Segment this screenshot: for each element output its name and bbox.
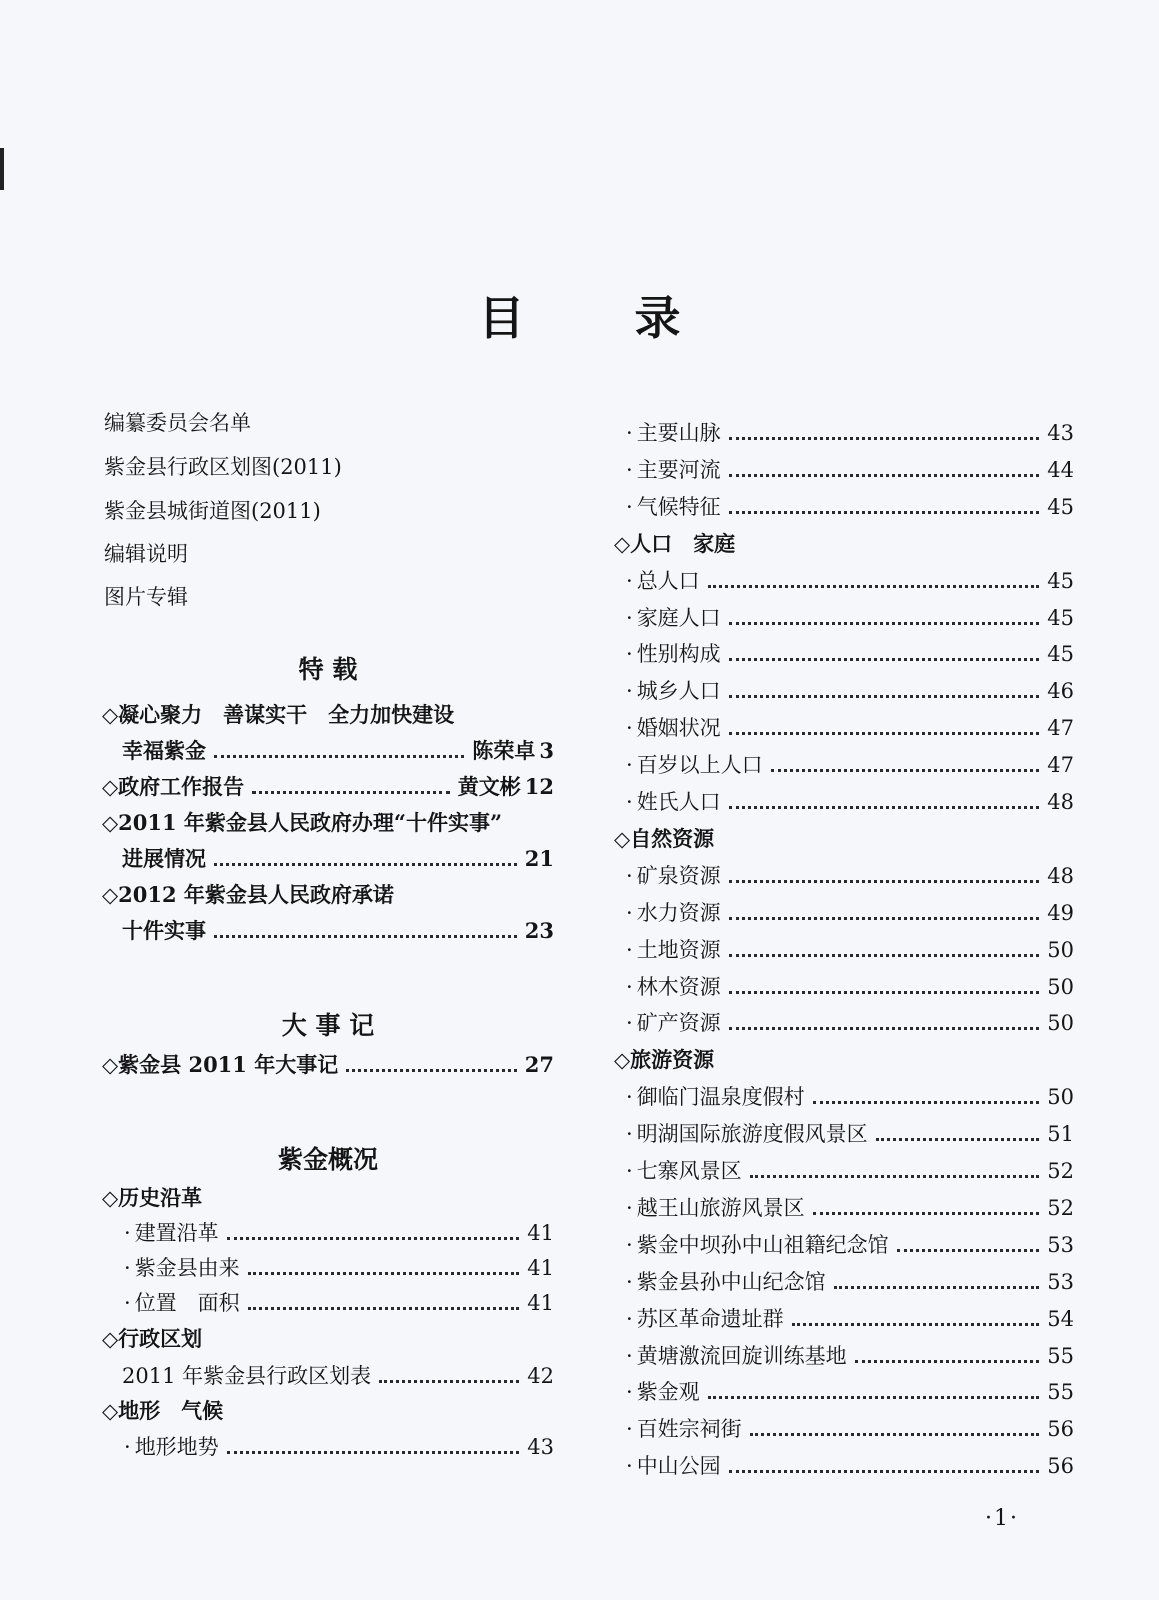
toc-entry: [626, 637, 1074, 671]
toc-entry: [626, 601, 1074, 635]
toc-entry-title: · 矿产资源: [626, 1006, 721, 1040]
toc-entry: [626, 1228, 1074, 1262]
toc-page-number: 56: [1047, 1454, 1074, 1478]
dot-leader: [252, 787, 450, 794]
dot-leader: [813, 1097, 1040, 1104]
toc-section-title: ◇2012 年紫金县人民政府承诺: [102, 882, 394, 907]
dot-leader: [729, 691, 1040, 698]
toc-page-number: 45: [1047, 606, 1074, 630]
toc-page-number: 50: [1047, 1085, 1074, 1109]
toc-entry-title: · 姓氏人口: [626, 785, 721, 819]
toc-page-number: 48: [1047, 790, 1074, 814]
toc-page-number: 56: [1047, 1417, 1074, 1441]
toc-entry: [626, 896, 1074, 930]
toc-entry-title: · 土地资源: [626, 933, 721, 967]
toc-page-number: 49: [1047, 901, 1074, 925]
toc-entry-title: · 紫金观: [626, 1375, 700, 1409]
toc-section-title: ◇紫金县 2011 年大事记: [102, 1052, 339, 1077]
toc-page-number: 45: [1047, 642, 1074, 666]
toc-page-number: 43: [527, 1435, 554, 1459]
toc-entry: [626, 1449, 1074, 1483]
toc-entry-title: · 地形地势: [124, 1430, 219, 1464]
toc-entry: [626, 1412, 1074, 1446]
toc-page-number: 47: [1047, 716, 1074, 740]
toc-entry-title: · 建置沿革: [124, 1216, 219, 1250]
toc-page-number: 48: [1047, 864, 1074, 888]
toc-entry: [626, 1006, 1074, 1040]
toc-entry: [122, 1359, 554, 1393]
dot-leader: [750, 1429, 1040, 1436]
toc-entry: [626, 933, 1074, 967]
toc-entry: [626, 453, 1074, 487]
toc-page-number: 42: [527, 1364, 554, 1388]
toc-entry-title: · 越王山旅游风景区: [626, 1191, 805, 1225]
toc-entry-title: · 家庭人口: [626, 601, 721, 635]
toc-section-title: ◇地形 气候: [102, 1398, 224, 1423]
dot-leader: [729, 618, 1040, 625]
toc-page-number: 12: [524, 774, 554, 799]
toc-section-title: ◇2011 年紫金县人民政府办理“十件实事”: [102, 810, 503, 835]
toc-entry-title: · 百姓宗祠街: [626, 1412, 742, 1446]
toc-entry: [626, 1265, 1074, 1299]
toc-entry: [626, 1375, 1074, 1409]
dot-leader: [813, 1208, 1040, 1215]
section-heading: 大 事 记: [281, 1011, 375, 1040]
dot-leader: [729, 987, 1040, 994]
toc-entry: [124, 1251, 554, 1285]
dot-leader: [897, 1245, 1040, 1252]
toc-entry-title: · 位置 面积: [124, 1286, 240, 1320]
toc-page-number: 44: [1047, 458, 1074, 482]
dot-leader: [214, 859, 517, 866]
toc-entry: [626, 1117, 1074, 1151]
toc-entry: [626, 674, 1074, 708]
dot-leader: [729, 802, 1040, 809]
dot-leader: [876, 1134, 1040, 1141]
dot-leader: [214, 931, 517, 938]
toc-entry-author: 陈荣卓: [472, 738, 536, 763]
toc-entry: [614, 527, 1074, 561]
toc-entry-title: · 婚姻状况: [626, 711, 721, 745]
toc-entry: [626, 785, 1074, 819]
dot-leader: [729, 470, 1040, 477]
toc-page-number: 41: [527, 1256, 554, 1280]
dot-leader: [729, 433, 1040, 440]
front-matter-item: 紫金县城街道图(2011): [104, 499, 321, 523]
dot-leader: [708, 1392, 1040, 1399]
toc-entry-title: · 黄塘激流回旋训练基地: [626, 1339, 847, 1373]
toc-entry-title: · 御临门温泉度假村: [626, 1080, 805, 1114]
toc-page-number: 23: [524, 918, 554, 943]
toc-page-number: 52: [1047, 1159, 1074, 1183]
toc-entry: [102, 806, 554, 840]
toc-section-title: ◇自然资源: [614, 826, 715, 851]
toc-page-number: 50: [1047, 938, 1074, 962]
toc-entry-title: · 明湖国际旅游度假风景区: [626, 1117, 868, 1151]
toc-entry-title: · 紫金县孙中山纪念馆: [626, 1265, 826, 1299]
toc-entry-title: 幸福紫金: [122, 738, 206, 763]
dot-leader: [771, 765, 1040, 772]
dot-leader: [346, 1065, 517, 1072]
toc-entry: [626, 859, 1074, 893]
section-heading: 紫金概况: [277, 1145, 378, 1174]
dot-leader: [248, 1268, 520, 1275]
front-matter-item: 图片专辑: [104, 585, 188, 609]
toc-page-number: 50: [1047, 1011, 1074, 1035]
toc-entry: [124, 1430, 554, 1464]
toc-page-number: 27: [524, 1052, 554, 1077]
toc-page-number: 21: [524, 846, 554, 871]
front-matter-item: 紫金县行政区划图(2011): [104, 455, 342, 479]
toc-entry: [122, 842, 554, 876]
dot-leader: [834, 1282, 1040, 1289]
toc-entry-title: · 林木资源: [626, 970, 721, 1004]
dot-leader: [729, 1023, 1040, 1030]
toc-entry-title: · 紫金中坝孙中山祖籍纪念馆: [626, 1228, 889, 1262]
page-title: 目录: [478, 291, 791, 345]
toc-entry: [122, 734, 554, 768]
toc-entry: [102, 698, 554, 732]
toc-entry-title: · 紫金县由来: [124, 1251, 240, 1285]
toc-entry: [102, 1322, 554, 1356]
toc-page-number: 43: [1047, 421, 1074, 445]
toc-page-number: 45: [1047, 495, 1074, 519]
toc-entry: [626, 416, 1074, 450]
dot-leader: [729, 950, 1040, 957]
toc-entry-title: 2011 年紫金县行政区划表: [122, 1364, 372, 1388]
dot-leader: [729, 1466, 1040, 1473]
toc-page-number: 50: [1047, 975, 1074, 999]
dot-leader: [227, 1447, 520, 1454]
toc-entry-title: 十件实事: [122, 918, 206, 943]
toc-section-title: ◇人口 家庭: [614, 531, 736, 556]
toc-page-number: 47: [1047, 753, 1074, 777]
toc-entry-title: · 主要河流: [626, 453, 721, 487]
toc-page-number: 52: [1047, 1196, 1074, 1220]
dot-leader: [227, 1233, 520, 1240]
dot-leader: [248, 1303, 520, 1310]
toc-entry: [102, 1394, 554, 1428]
toc-entry: [626, 970, 1074, 1004]
toc-page-number: 54: [1047, 1307, 1074, 1331]
dot-leader: [729, 728, 1040, 735]
toc-page-number: 45: [1047, 569, 1074, 593]
toc-page-number: 55: [1047, 1344, 1074, 1368]
toc-entry: [124, 1286, 554, 1320]
toc-page-number: 3: [539, 738, 554, 763]
dot-leader: [729, 507, 1040, 514]
toc-page-number: 46: [1047, 679, 1074, 703]
dot-leader: [750, 1171, 1040, 1178]
toc-entry-title: · 性别构成: [626, 637, 721, 671]
toc-entry-author: 黄文彬: [457, 774, 521, 799]
toc-entry-title: · 主要山脉: [626, 416, 721, 450]
dot-leader: [708, 581, 1040, 588]
page-number-footer: ·1·: [985, 1506, 1019, 1531]
toc-entry: [626, 1302, 1074, 1336]
toc-entry-title: 进展情况: [122, 846, 206, 871]
toc-entry: [124, 1216, 554, 1250]
dot-leader: [729, 876, 1040, 883]
toc-entry-title: · 矿泉资源: [626, 859, 721, 893]
toc-entry: [102, 1181, 554, 1215]
toc-section-title: ◇行政区划: [102, 1326, 203, 1351]
toc-section-title: ◇凝心聚力 善谋实干 全力加快建设: [102, 702, 455, 727]
toc-entry: [626, 748, 1074, 782]
toc-entry: [626, 1339, 1074, 1373]
toc-entry-title: · 中山公园: [626, 1449, 721, 1483]
dot-leader: [792, 1319, 1040, 1326]
toc-entry: [102, 878, 554, 912]
dot-leader: [855, 1356, 1040, 1363]
toc-entry: [102, 770, 554, 804]
toc-entry-title: · 城乡人口: [626, 674, 721, 708]
toc-entry-title: · 气候特征: [626, 490, 721, 524]
toc-page-number: 41: [527, 1221, 554, 1245]
toc-entry: [626, 1191, 1074, 1225]
toc-entry: [614, 822, 1074, 856]
toc-page-number: 53: [1047, 1233, 1074, 1257]
toc-entry: [626, 1154, 1074, 1188]
toc-entry: [626, 564, 1074, 598]
toc-page-number: 41: [527, 1291, 554, 1315]
scan-edge-mark: [0, 148, 4, 190]
toc-entry: [626, 490, 1074, 524]
dot-leader: [214, 751, 464, 758]
toc-entry: [626, 711, 1074, 745]
dot-leader: [729, 913, 1040, 920]
toc-section-title: ◇政府工作报告: [102, 774, 245, 799]
front-matter-item: 编纂委员会名单: [104, 411, 251, 435]
toc-section-title: ◇历史沿革: [102, 1185, 203, 1210]
toc-page-number: 51: [1047, 1122, 1074, 1146]
front-matter-item: 编辑说明: [104, 542, 188, 566]
toc-entry: [626, 1080, 1074, 1114]
toc-entry: [102, 1048, 554, 1082]
toc-entry-title: · 百岁以上人口: [626, 748, 763, 782]
toc-entry-title: · 水力资源: [626, 896, 721, 930]
toc-entry: [614, 1043, 1074, 1077]
toc-entry-title: · 总人口: [626, 564, 700, 598]
toc-entry: [122, 914, 554, 948]
dot-leader: [379, 1376, 519, 1383]
dot-leader: [729, 654, 1040, 661]
toc-page-number: 53: [1047, 1270, 1074, 1294]
toc-entry-title: · 苏区革命遗址群: [626, 1302, 784, 1336]
toc-section-title: ◇旅游资源: [614, 1047, 715, 1072]
toc-page-number: 55: [1047, 1380, 1074, 1404]
toc-entry-title: · 七寨风景区: [626, 1154, 742, 1188]
section-heading: 特 载: [298, 655, 358, 684]
